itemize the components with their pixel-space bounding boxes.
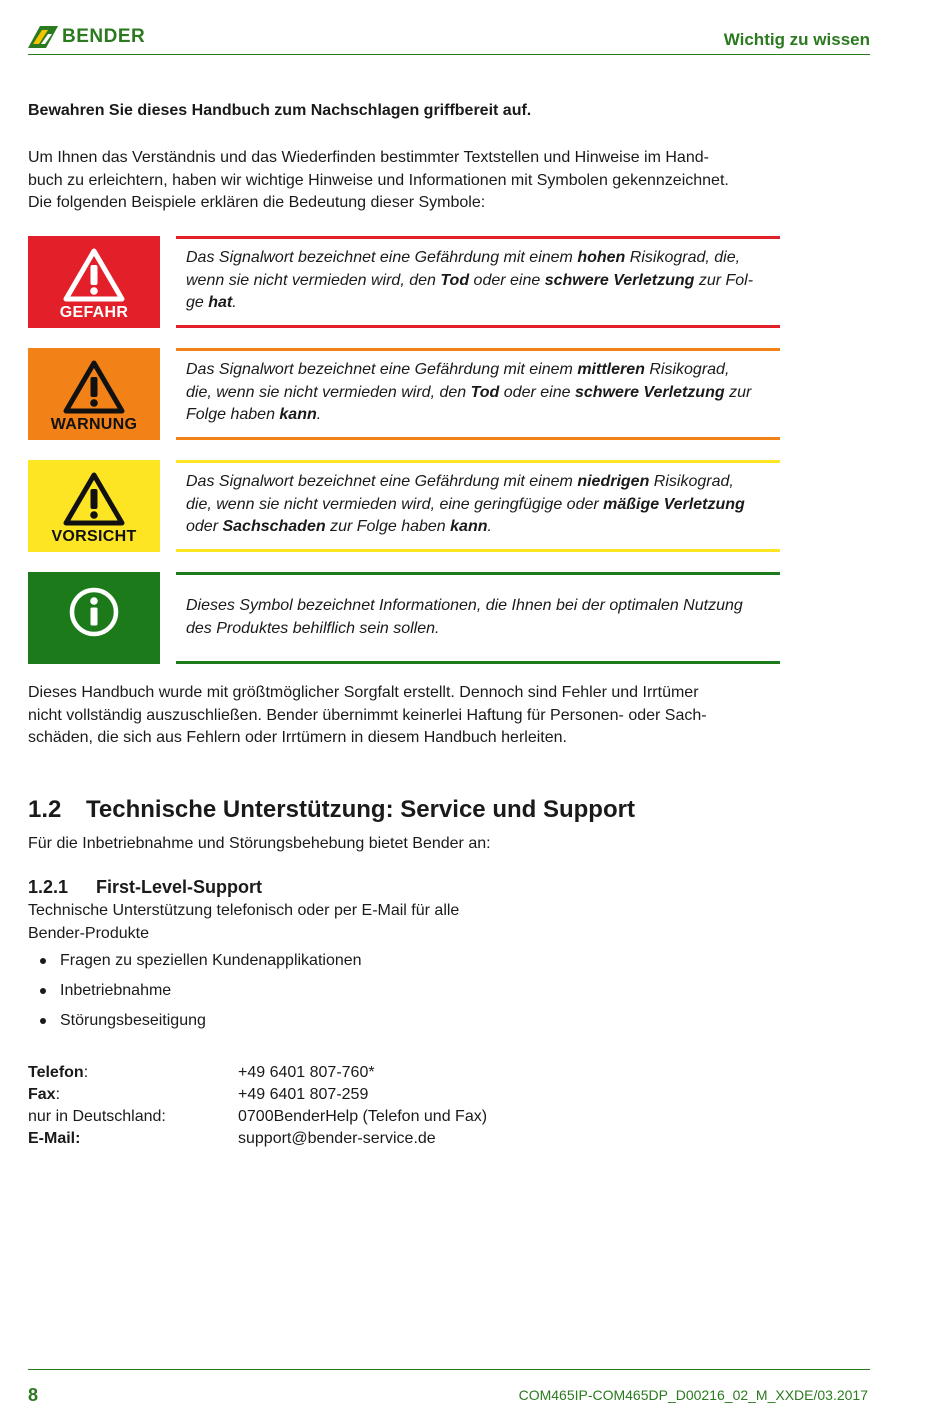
contact-value-email[interactable]: support@bender-service.de xyxy=(238,1130,436,1147)
intro-bold-text: Bewahren Sie dieses Handbuch zum Nachschlagen griffbereit auf. xyxy=(28,102,532,119)
intro-line: buch zu erleichtern, haben wir wichtige Hinweise und Informationen mit Symbolen gekennzeichnet. xyxy=(28,171,729,189)
danger-box xyxy=(28,236,160,328)
list-item xyxy=(40,952,362,970)
subsection-paragraph xyxy=(28,900,528,945)
warning-description-line: Folge haben kann. xyxy=(186,406,322,423)
footer-rule xyxy=(28,1369,870,1370)
contact-label-email: E-Mail: xyxy=(28,1130,81,1147)
info-description-line: des Produktes behilflich sein sollen. xyxy=(186,619,440,637)
subsection-title: First-Level-Support xyxy=(96,877,263,897)
warning-triangle-icon xyxy=(63,360,125,414)
intro-line: Um Ihnen das Verständnis und das Wiederfinden bestimmter Textstellen und Hinweise im Hand- xyxy=(28,149,709,166)
document-id: COM465IP-COM465DP_D00216_02_M_XXDE/03.2017 xyxy=(518,1387,868,1403)
warning-triangle-icon xyxy=(63,472,125,526)
warning-box xyxy=(28,348,160,440)
bullet-dot xyxy=(40,958,46,964)
caution-label: VORSICHT xyxy=(51,528,137,545)
info-box xyxy=(28,572,160,664)
intro-paragraph xyxy=(28,147,788,215)
warning-triangle-icon xyxy=(63,248,125,302)
contact-value-fax: +49 6401 807-259 xyxy=(238,1086,369,1103)
contact-label-fax: Fax: xyxy=(28,1086,61,1103)
info-description-line: Dieses Symbol bezeichnet Informationen, die Ihnen bei der optimalen Nutzung xyxy=(186,597,743,614)
warning-description-line: die, wenn sie nicht vermieden wird, den Tod oder eine schwere Verletzung zur xyxy=(186,383,752,401)
bender-logo xyxy=(28,25,145,49)
list-item-text: Fragen zu speziellen Kundenapplikationen xyxy=(60,952,362,969)
subsection-line: Bender-Produkte xyxy=(28,924,149,942)
intro-line: Die folgenden Beispiele erklären die Bedeutung dieser Symbole: xyxy=(28,194,486,211)
page-number: 8 xyxy=(28,1385,39,1405)
list-item-text: Inbetriebnahme xyxy=(60,982,172,999)
danger-label: GEFAHR xyxy=(59,304,129,321)
warning-label: WARNUNG xyxy=(50,416,138,433)
logo-text: BENDER xyxy=(62,26,146,47)
section-intro: Für die Inbetriebnahme und Störungsbehebung bietet Bender an: xyxy=(28,835,491,852)
section-number: 1.2 xyxy=(28,796,62,823)
header-rule xyxy=(28,54,870,55)
disclaimer-line: Dieses Handbuch wurde mit größtmöglicher Sorgfalt erstellt. Dennoch sind Fehler und Irrtümer xyxy=(28,684,699,701)
disclaimer-line: nicht vollständig auszuschließen. Bender übernimmt keinerlei Haftung für Personen- oder Sach- xyxy=(28,706,707,724)
info-icon xyxy=(68,586,120,638)
disclaimer-line: schäden, die sich aus Fehlern oder Irrtümern in diesem Handbuch herleiten. xyxy=(28,729,567,746)
caution-box xyxy=(28,460,160,552)
section-heading xyxy=(28,796,635,824)
caution-description-line: oder Sachschaden zur Folge haben kann. xyxy=(186,518,492,535)
danger-description xyxy=(176,236,780,328)
contact-value-phone: +49 6401 807-760* xyxy=(238,1064,375,1081)
subsection-number: 1.2.1 xyxy=(28,877,69,897)
section-title: Technische Unterstützung: Service und Support xyxy=(86,796,635,823)
header-title: Wichtig zu wissen xyxy=(723,30,870,49)
subsection-line: Technische Unterstützung telefonisch oder per E-Mail für alle xyxy=(28,902,460,919)
caution-description-line: Das Signalwort bezeichnet eine Gefährdung mit einem niedrigen Risikograd, xyxy=(186,473,734,490)
info-description xyxy=(176,572,780,664)
danger-description-line: wenn sie nicht vermieden wird, den Tod oder eine schwere Verletzung zur Fol- xyxy=(186,271,754,289)
warning-description xyxy=(176,348,780,440)
subsection-heading xyxy=(28,877,262,898)
bender-logo-icon xyxy=(28,26,58,48)
bullet-dot xyxy=(40,1018,46,1024)
danger-description-line: ge hat. xyxy=(186,294,237,311)
contact-label-phone: Telefon: xyxy=(28,1064,89,1081)
caution-description-line: die, wenn sie nicht vermieden wird, eine geringfügige oder mäßige Verletzung xyxy=(186,495,745,513)
warning-description-line: Das Signalwort bezeichnet eine Gefährdung mit einem mittleren Risikograd, xyxy=(186,361,730,378)
contact-value-germany: 0700BenderHelp (Telefon und Fax) xyxy=(238,1108,488,1125)
caution-description xyxy=(176,460,780,552)
danger-description-line: Das Signalwort bezeichnet eine Gefährdung mit einem hohen Risikograd, die, xyxy=(186,249,741,266)
contact-label-germany: nur in Deutschland: xyxy=(28,1108,166,1125)
bullet-dot xyxy=(40,988,46,994)
disclaimer-paragraph xyxy=(28,682,788,750)
list-item xyxy=(40,982,171,1000)
list-item xyxy=(40,1012,206,1030)
list-item-text: Störungsbeseitigung xyxy=(60,1012,206,1029)
